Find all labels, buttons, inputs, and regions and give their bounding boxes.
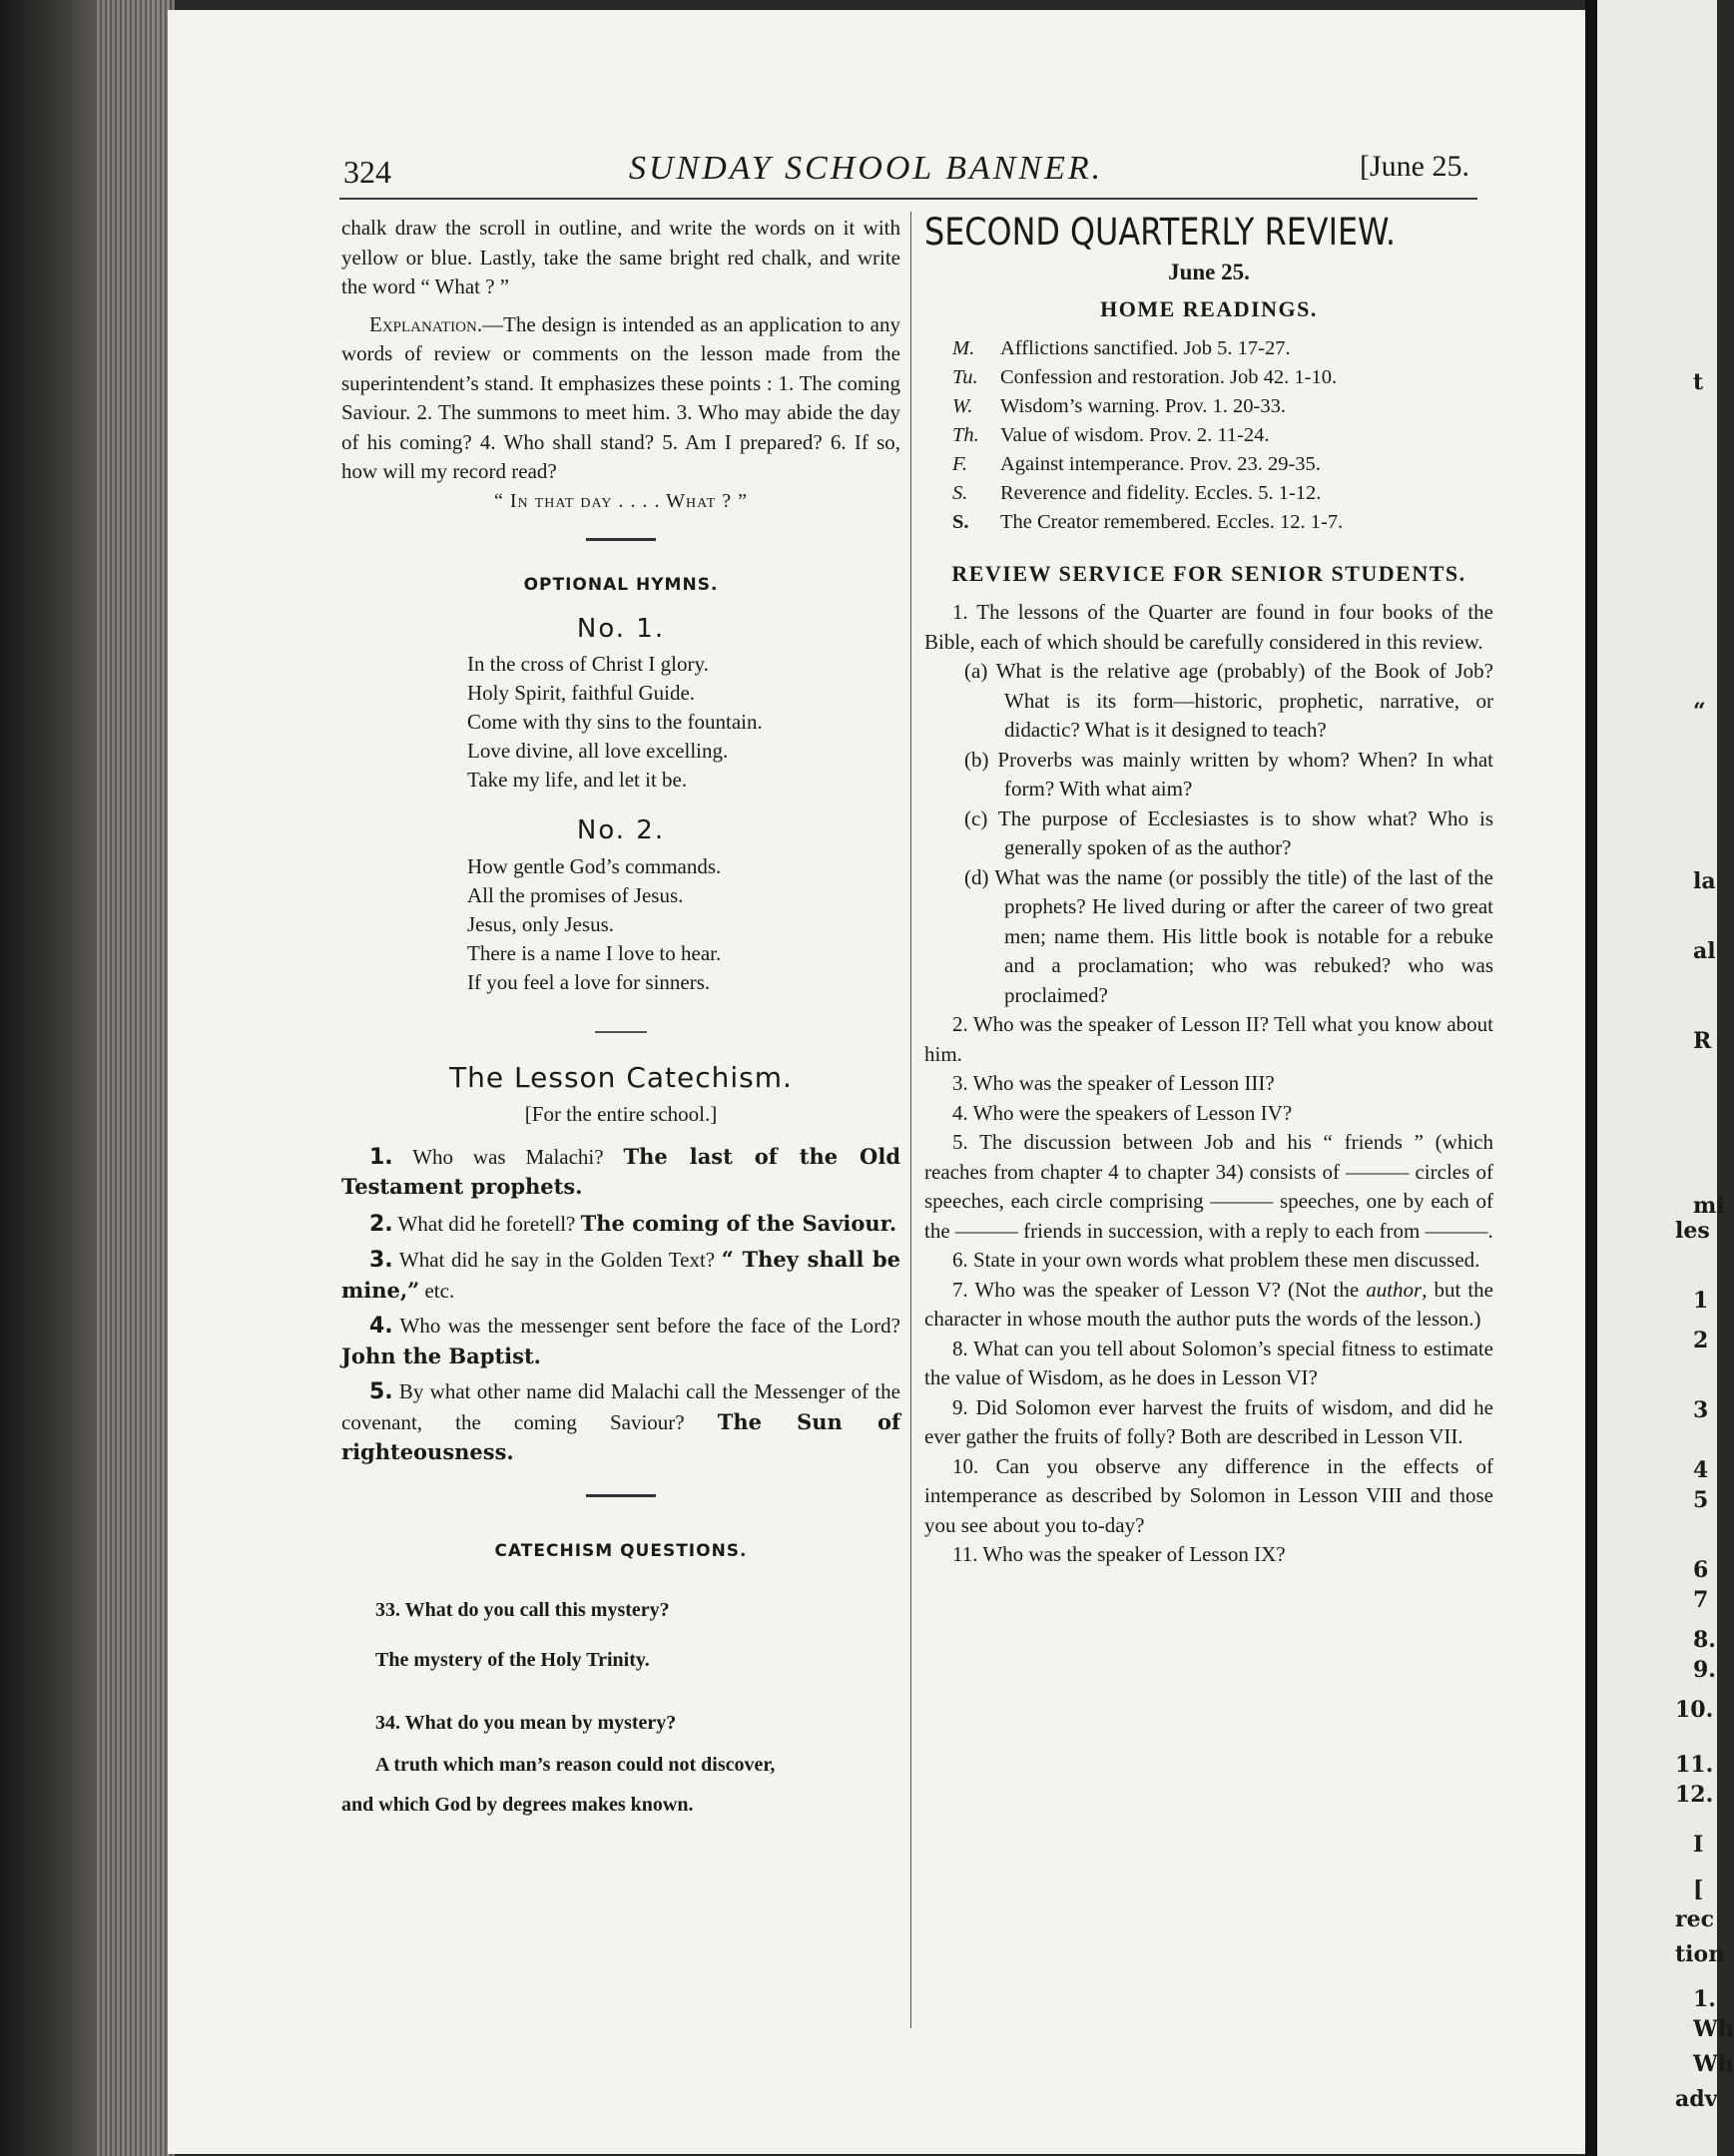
reading-row: M. Afflictions sanctified. Job 5. 17-27. xyxy=(952,336,1291,359)
hymns-title: OPTIONAL HYMNS. xyxy=(523,575,719,595)
fragment-text: Wh xyxy=(1693,2016,1734,2042)
review-question-4: 4. Who were the speakers of Lesson IV? xyxy=(952,1100,1293,1125)
catechism-subtitle: [For the entire school.] xyxy=(524,1102,718,1126)
fragment-text: 9. xyxy=(1693,1657,1716,1683)
review-question-2: 2. Who was the speaker of Lesson II? Tell what you know about him. xyxy=(924,1012,1493,1066)
catechism-answer-34-line2: and which God by degrees makes known. xyxy=(341,1793,694,1816)
fragment-text: 2 xyxy=(1693,1328,1709,1353)
motto: “ In that day . . . . What ? ” xyxy=(494,489,748,512)
hymn2-number: No. 2. xyxy=(576,815,666,845)
explanation-paragraph xyxy=(341,310,900,487)
catechism-question-34: 34. What do you mean by mystery? xyxy=(375,1712,677,1734)
fragment-text: 8. xyxy=(1693,1627,1716,1653)
fragment-text: 10. xyxy=(1675,1697,1714,1723)
catechism-item: 4. Who was the messenger sent before the face of the Lord? John the Baptist. xyxy=(341,1314,900,1368)
right-column xyxy=(924,211,1494,1570)
divider xyxy=(586,1494,656,1497)
catechism-item: 2. What did he foretell? The coming of the Saviour. xyxy=(369,1210,897,1237)
fragment-text: 6 xyxy=(1693,1557,1709,1583)
catechism-item: 3. What did he say in the Golden Text? “ They shall be mine,” etc. xyxy=(341,1247,901,1303)
column-divider xyxy=(910,212,911,2028)
reading-row: S. The Creator remembered. Eccles. 12. 1-7. xyxy=(952,510,1344,533)
hymn-line: Jesus, only Jesus. xyxy=(467,911,615,936)
review-question-7: 7. Who was the speaker of Lesson V? (Not the author, but the character in whose mouth the author puts the words of the lesson.) xyxy=(924,1277,1494,1331)
hymn1-list xyxy=(341,650,900,795)
fragment-text: la xyxy=(1693,868,1716,894)
hymn-line: How gentle God’s commands. xyxy=(467,853,722,878)
fragment-text: 4 xyxy=(1693,1457,1709,1483)
catechism-title: The Lesson Catechism. xyxy=(449,1060,793,1094)
home-readings-title: HOME READINGS. xyxy=(1100,296,1318,321)
left-column xyxy=(341,214,900,1823)
fragment-text: 11. xyxy=(1675,1752,1714,1778)
fragment-text: I xyxy=(1693,1832,1704,1858)
review-question-1a: (a) What is the relative age (probably) of the Book of Job? What is its form—historic, prophetic, narrative, or didactic? What is it designed to teach? xyxy=(964,659,1493,742)
hymn-line: All the promises of Jesus. xyxy=(467,882,684,907)
running-title: SUNDAY SCHOOL BANNER. xyxy=(629,150,1104,187)
fragment-text: [ xyxy=(1693,1877,1704,1902)
catechism-answer-34-line1: A truth which man’s reason could not discover, xyxy=(375,1753,776,1776)
intro-paragraph: chalk draw the scroll in outline, and write the words on it with yellow or blue. Lastly, take the same bright red chalk, and write the word “ What ? ” xyxy=(341,216,900,298)
review-service-title: REVIEW SERVICE FOR SENIOR STUDENTS. xyxy=(951,560,1466,586)
fragment-text: mi xyxy=(1693,1193,1725,1219)
review-question-10: 10. Can you observe any difference in the effects of intemperance as described by Solomon in Lesson VIII and those you see about you to-day? xyxy=(924,1453,1493,1537)
fragment-text: 7 xyxy=(1693,1587,1709,1613)
review-title: SECOND QUARTERLY REVIEW. xyxy=(924,211,1396,254)
fragment-text: t xyxy=(1693,369,1704,395)
hymn-line: Come with thy sins to the fountain. xyxy=(467,710,763,734)
fragment-text: 1. xyxy=(1693,1986,1716,2012)
reading-row: W. Wisdom’s warning. Prov. 1. 20-33. xyxy=(952,394,1286,417)
review-question-1b: (b) Proverbs was mainly written by whom? When? In what form? With what aim? xyxy=(964,747,1493,801)
fragment-text: tion xyxy=(1675,1941,1725,1967)
fragment-text: rec xyxy=(1675,1906,1714,1932)
divider xyxy=(595,1031,647,1033)
review-date: June 25. xyxy=(1168,259,1250,284)
page-number: 324 xyxy=(343,154,391,190)
fragment-text: 3 xyxy=(1693,1397,1709,1423)
hymn-line: If you feel a love for sinners. xyxy=(467,969,711,994)
reading-row: S. Reverence and fidelity. Eccles. 5. 1-12. xyxy=(952,481,1322,504)
hymn-line: Holy Spirit, faithful Guide. xyxy=(467,681,696,705)
review-question-1d: (d) What was the name (or possibly the title) of the last of the prophets? He lived during or after the career of two great men; name them. His little book is notable for a rebuke and a proclamation; who was rebuked? who was proclaimed? xyxy=(964,864,1493,1007)
review-question-1c: (c) The purpose of Ecclesiastes is to show what? Who is generally spoken of as the author? xyxy=(964,806,1493,859)
hymn-line: Love divine, all love excelling. xyxy=(467,739,729,763)
review-question-1: 1. The lessons of the Quarter are found in four books of the Bible, each of which should be carefully considered in this review. xyxy=(924,600,1493,654)
catechism-question-33: 33. What do you call this mystery? xyxy=(375,1599,670,1621)
review-question-6: 6. State in your own words what problem these men discussed. xyxy=(952,1248,1480,1272)
review-question-5: 5. The discussion between Job and his “ friends ” (which reaches from chapter 4 to chapter 34) consists of ——— circles of speeches, each circle comprising ——— speeches, one by each of the ——— friends in succession, with a reply to each from ———. xyxy=(924,1130,1493,1243)
review-question-9: 9. Did Solomon ever harvest the fruits of wisdom, and did he ever gather the fruits of folly? Both are described in Lesson VII. xyxy=(924,1394,1493,1448)
page-edges xyxy=(95,0,175,2156)
divider xyxy=(586,538,656,541)
fragment-text: R xyxy=(1693,1028,1712,1054)
catechism-item: 1. Who was Malachi? The last of the Old Testament prophets. xyxy=(341,1143,901,1199)
fragment-text: 12. xyxy=(1675,1782,1714,1808)
hymn-line: Take my life, and let it be. xyxy=(467,768,688,792)
hymn-line: In the cross of Christ I glory. xyxy=(467,652,709,676)
hymn1-number: No. 1. xyxy=(576,613,666,644)
review-question-3: 3. Who was the speaker of Lesson III? xyxy=(952,1071,1275,1095)
header-date: [June 25. xyxy=(1360,150,1469,183)
page-header xyxy=(339,150,1477,198)
explanation-text: —The design is intended as an application to any words of review or comments on the lesson made from the superintendent’s stand. It emphasizes these points : 1. The coming Saviour. 2. The summons to meet him. 3. Who may abide the day of his coming? 4. Who shall stand? 5. Am I prepared? 6. If so, how will my record read? xyxy=(341,311,900,483)
reading-row: F. Against intemperance. Prov. 23. 29-35. xyxy=(952,452,1321,475)
review-question-11: 11. Who was the speaker of Lesson IX? xyxy=(952,1542,1286,1566)
hymn2-list xyxy=(341,852,900,997)
reading-row: Th. Value of wisdom. Prov. 2. 11-24. xyxy=(952,423,1270,446)
explanation-label: Explanation. xyxy=(369,311,483,336)
fragment-text: adv xyxy=(1675,2086,1718,2112)
fragment-text: les xyxy=(1675,1218,1710,1244)
catechism-questions-title: CATECHISM QUESTIONS. xyxy=(494,1540,748,1561)
hymn-line: There is a name I love to hear. xyxy=(467,940,722,965)
fragment-text: Wh xyxy=(1693,2051,1734,2077)
fragment-text: 5 xyxy=(1693,1487,1709,1513)
reading-row: Tu. Confession and restoration. Job 42. 1-10. xyxy=(952,365,1338,388)
catechism-item: 5. By what other name did Malachi call the Messenger of the covenant, the coming Saviour? The Sun of righteousness. xyxy=(341,1379,901,1464)
fragment-text: al xyxy=(1693,938,1716,964)
home-readings-list xyxy=(924,334,1493,537)
review-question-8: 8. What can you tell about Solomon’s special fitness to estimate the value of Wisdom, as he does in Lesson VI? xyxy=(924,1336,1493,1389)
fragment-text: 1 xyxy=(1693,1288,1709,1314)
fragment-text: “ xyxy=(1693,699,1706,725)
catechism-answer-33: The mystery of the Holy Trinity. xyxy=(375,1648,650,1671)
header-rule xyxy=(339,198,1477,200)
